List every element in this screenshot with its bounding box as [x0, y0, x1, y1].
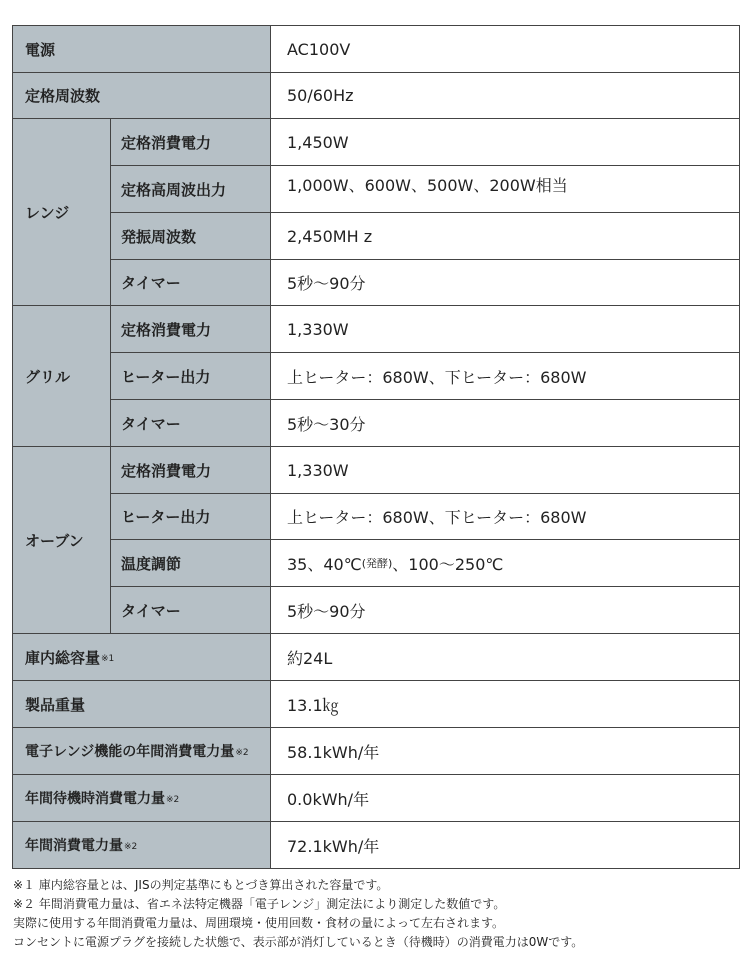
weight-value: 13.1㎏: [271, 681, 739, 728]
annual-total-note-mark: ※2: [124, 842, 138, 852]
capacity-label: [13, 634, 271, 681]
annual-range-value: 58.1kWh/年: [271, 728, 739, 775]
weight-label: 製品重量: [13, 681, 271, 728]
grill-heater-label: ヒーター出力: [111, 353, 271, 400]
range-output-label: 定格高周波出力: [111, 166, 271, 213]
annual-standby-label-text: 年間待機時消費電力量: [25, 791, 165, 807]
footnote-3: 実際に使用する年間消費電力量は、周囲環境・使用回数・食材の量によって左右されます。: [13, 916, 505, 930]
frequency-value: 50/60Hz: [271, 73, 739, 119]
oven-timer-label: タイマー: [111, 587, 271, 634]
annual-standby-note-mark: ※2: [166, 795, 180, 805]
range-oscillation-value: 2,450MH z: [271, 213, 739, 260]
range-power-label: 定格消費電力: [111, 119, 271, 166]
oven-temp-value-c: 、100～250℃: [392, 554, 504, 574]
annual-total-value: 72.1kWh/年: [271, 822, 739, 868]
oven-heater-value: 上ヒーター：680W、下ヒーター：680W: [271, 494, 739, 540]
capacity-value: 約24L: [271, 634, 739, 681]
grill-power-label: 定格消費電力: [111, 306, 271, 353]
range-output-value: 1,000W、600W、500W、200W相当: [271, 166, 739, 213]
range-timer-label: タイマー: [111, 260, 271, 306]
range-oscillation-label: 発振周波数: [111, 213, 271, 260]
annual-total-label-text: 年間消費電力量: [25, 838, 123, 854]
oven-temp-label: 温度調節: [111, 540, 271, 587]
grill-heater-value: 上ヒーター：680W、下ヒーター：680W: [271, 353, 739, 400]
spec-table: [12, 25, 740, 869]
annual-total-label: [13, 822, 271, 868]
power-value: AC100V: [271, 26, 739, 73]
footnote-2: ※２ 年間消費電力量は、省エネ法特定機器「電子レンジ」測定法により測定した数値です。: [13, 897, 506, 911]
range-group-label: レンジ: [13, 119, 111, 306]
annual-standby-value: 0.0kWh/年: [271, 775, 739, 822]
frequency-label: 定格周波数: [13, 73, 271, 119]
oven-group-label: オーブン: [13, 447, 111, 634]
oven-timer-value: 5秒～90分: [271, 587, 739, 634]
annual-range-label: [13, 728, 271, 775]
oven-temp-value-a: 35、40℃: [287, 554, 362, 574]
annual-standby-label: [13, 775, 271, 822]
range-timer-value: 5秒～90分: [271, 260, 739, 306]
oven-power-label: 定格消費電力: [111, 447, 271, 494]
range-power-value: 1,450W: [271, 119, 739, 166]
grill-power-value: 1,330W: [271, 306, 739, 353]
grill-timer-value: 5秒～30分: [271, 400, 739, 447]
grill-timer-label: タイマー: [111, 400, 271, 447]
oven-heater-label: ヒーター出力: [111, 494, 271, 540]
oven-power-value: 1,330W: [271, 447, 739, 494]
oven-temp-value-b: (発酵): [361, 557, 393, 570]
grill-group-label: グリル: [13, 306, 111, 447]
footnotes: [13, 876, 743, 952]
capacity-note-mark: ※1: [101, 654, 115, 664]
power-label: 電源: [13, 26, 271, 73]
oven-temp-value: [271, 540, 739, 587]
footnote-4: コンセントに電源プラグを接続した状態で、表示部が消灯しているとき（待機時）の消費電力は0Wです。: [13, 935, 584, 949]
annual-range-note-mark: ※2: [235, 748, 249, 758]
capacity-label-text: 庫内総容量: [25, 648, 101, 667]
annual-range-label-text: 電子レンジ機能の年間消費電力量: [25, 744, 235, 760]
footnote-1: ※１ 庫内総容量とは、JISの判定基準にもとづき算出された容量です。: [13, 878, 389, 892]
